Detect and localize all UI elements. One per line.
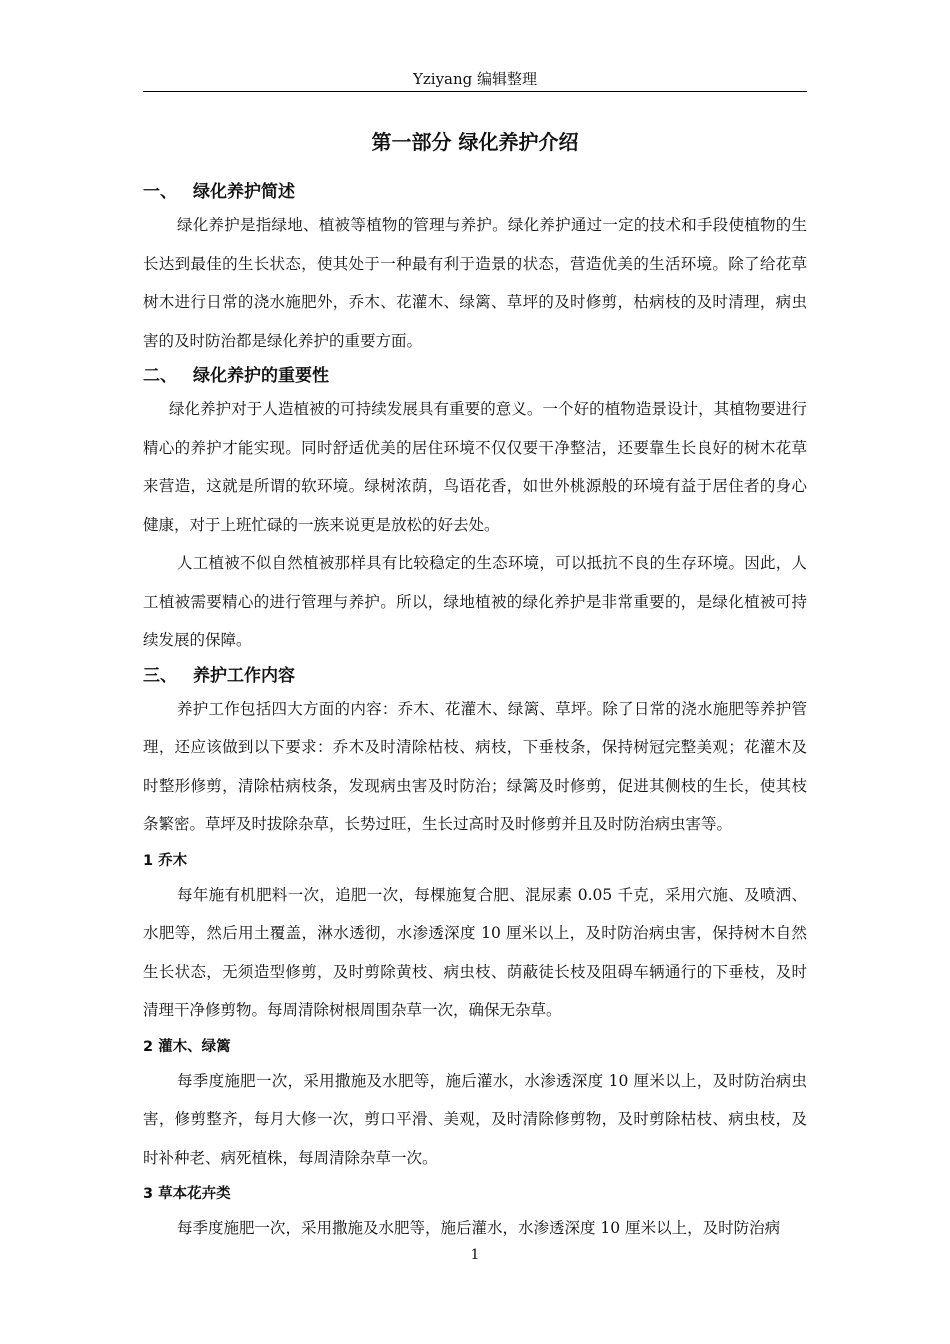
section-heading-2: [143, 364, 807, 388]
subsection-heading-herbaceous-flowers: 3 草本花卉类: [143, 1186, 231, 1202]
section-heading-1: [143, 180, 807, 204]
section-title: 绿化养护简述: [193, 182, 295, 202]
section-number: 一、: [143, 182, 177, 202]
paragraph: 养护工作包括四大方面的内容：乔木、花灌木、绿篱、草坪。除了日常的浇水施肥等养护管理，还应该做到以下要求：乔木及时清除枯枝、病枝，下垂枝条，保持树冠完整美观；花灌木及时整形修剪，清除枯病枝条，发现病虫害及时防治；绿篱及时修剪，促进其侧枝的生长，使其枝条繁密。草坪及时拔除杂草，长势过旺，生长过高时及时修剪并且及时防治病虫害等。: [143, 699, 807, 833]
paragraph: 每季度施肥一次，采用撒施及水肥等，施后灌水，水渗透深度 10 厘米以上，及时防治病: [177, 1219, 781, 1237]
section-title: 养护工作内容: [193, 665, 295, 686]
section-heading-3: [143, 664, 807, 688]
paragraph: 绿化养护对于人造植被的可持续发展具有重要的意义。一个好的植物造景设计，其植物要进行精心的养护才能实现。同时舒适优美的居住环境不仅仅要干净整洁，还要靠生长良好的树木花草来营造，这就是所谓的软环境。绿树浓荫，鸟语花香，如世外桃源般的环境有益于居住者的身心健康，对于上班忙碌的一族来说更是放松的好去处。: [143, 400, 807, 534]
paragraph: 每年施有机肥料一次，追肥一次，每棵施复合肥、混尿素 0.05 千克，采用穴施、及喷洒、水肥等，然后用土覆盖，淋水透彻，水渗透深度 10 厘米以上，及时防治病虫害，保持树木自然生长状态，无须造型修剪，及时剪除黄枝、病虫枝、荫蔽徒长枝及阻碍车辆通行的下垂枝，及时清理干净修剪物。每周清除树根周围杂草一次，确保无杂草。: [143, 885, 807, 1019]
section-number: 三、: [143, 665, 177, 686]
section-title: 绿化养护的重要性: [193, 366, 329, 386]
subsection-heading-shrubs-hedges: 2 灌木、绿篱: [143, 1038, 231, 1055]
paragraph: 人工植被不似自然植被那样具有比较稳定的生态环境，可以抵抗不良的生存环境。因此，人工植被需要精心的进行管理与养护。所以，绿地植被的绿化养护是非常重要的，是绿化植被可持续发展的保障。: [143, 554, 807, 649]
paragraph: 绿化养护是指绿地、植被等植物的管理与养护。绿化养护通过一定的技术和手段使植物的生长达到最佳的生长状态，使其处于一种最有利于造景的状态，营造优美的生活环境。除了给花草树木进行日常的浇水施肥外，乔木、花灌木、绿篱、草坪的及时修剪，枯病枝的及时清理，病虫害的及时防治都是绿化养护的重要方面。: [143, 216, 807, 350]
section-number: 二、: [143, 366, 177, 386]
document-body: [143, 176, 807, 1248]
paragraph: 每季度施肥一次，采用撒施及水肥等，施后灌水，水渗透深度 10 厘米以上，及时防治病虫害，修剪整齐，每月大修一次，剪口平滑、美观，及时清除修剪物，及时剪除枯枝、病虫枝，及时补种老、病死植株，每周清除杂草一次。: [143, 1071, 807, 1167]
page-number: 1: [470, 1247, 480, 1263]
document-title: 第一部分 绿化养护介绍: [371, 130, 579, 154]
subsection-heading-trees: 1 乔木: [143, 852, 188, 869]
page-header: Yziyang 编辑整理: [143, 70, 807, 92]
